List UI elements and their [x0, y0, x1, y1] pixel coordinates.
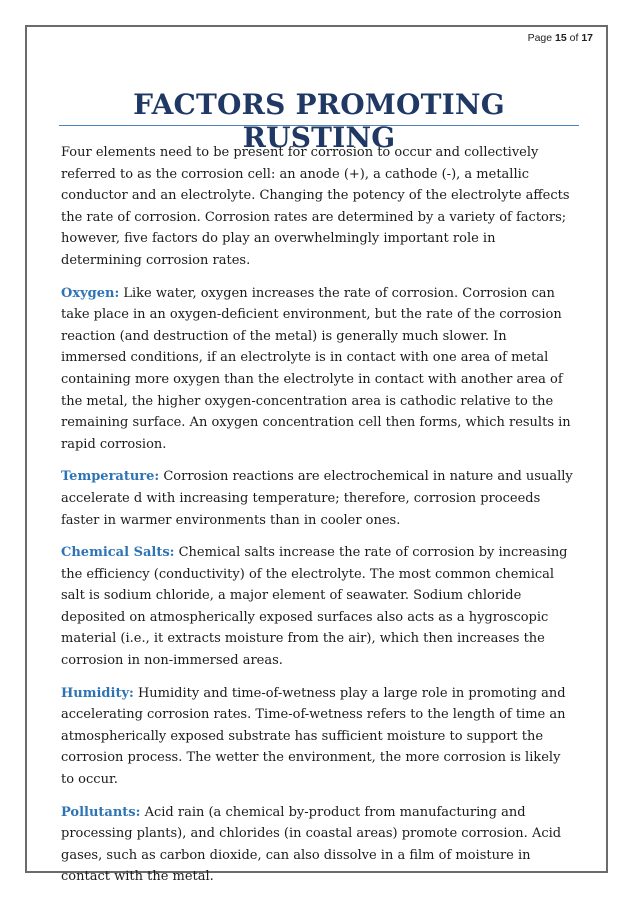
page-number-separator: of	[569, 32, 579, 44]
factor-text: Corrosion reactions are electrochemical in nature and usually accelerate d with increasing temperature; therefore, corrosion proceeds faster in warmer environments than in cooler ones.	[61, 469, 573, 528]
factor-heading: Temperature:	[61, 469, 160, 485]
factor-pollutants	[61, 802, 576, 888]
page-title: FACTORS PROMOTING RUSTING	[133, 88, 505, 154]
factor-text: Chemical salts increase the rate of corrosion by increasing the efficiency (conductivity) of the electrolyte. The most common chemical salt is sodium chloride, a major element of seawater. Sodium chloride deposited on atmospherically exposed surfaces also acts as a hygroscopic material (i.e., it extracts moisture from the air), which then increases the corrosion in non-immersed areas.	[61, 545, 568, 669]
factor-chemical-salts	[61, 542, 576, 672]
factor-text: Acid rain (a chemical by-product from manufacturing and processing plants), and chlorides (in coastal areas) promote corrosion. Acid gases, such as carbon dioxide, can also dissolve in a film of moisture in contact with the metal.	[61, 804, 562, 885]
page-number-current: 15	[555, 32, 567, 44]
factor-heading: Oxygen:	[61, 285, 120, 301]
factor-oxygen	[61, 283, 576, 456]
factor-heading: Chemical Salts:	[61, 545, 175, 561]
factor-temperature	[61, 466, 576, 531]
factor-heading: Pollutants:	[61, 804, 141, 820]
page-number-prefix: Page	[527, 32, 553, 44]
title-underline	[59, 125, 579, 126]
page-number	[528, 32, 593, 44]
factor-heading: Humidity:	[61, 685, 134, 701]
document-body	[61, 142, 576, 899]
factor-text: Humidity and time-of-wetness play a large role in promoting and accelerating corrosion rates. Time-of-wetness refers to the length of time an atmospherically exposed substrate has sufficient moisture to support the corrosion process. The wetter the environment, the more corrosion is likely to occur.	[61, 685, 566, 788]
factor-humidity	[61, 683, 576, 791]
page-number-total: 17	[581, 32, 593, 44]
factor-text: Like water, oxygen increases the rate of corrosion. Corrosion can take place in an oxygen-deficient environment, but the rate of the corrosion reaction (and destruction of the metal) is generally much slower. In immersed conditions, if an electrolyte is in contact with one area of metal containing more oxygen than the electrolyte in contact with another area of the metal, the higher oxygen-concentration area is cathodic relative to the remaining surface. An oxygen concentration cell then forms, which results in rapid corrosion.	[61, 285, 571, 452]
intro-paragraph: Four elements need to be present for corrosion to occur and collectively referred to as the corrosion cell: an anode (+), a cathode (-), a metallic conductor and an electrolyte. Changing the potency of the electrolyte affects the rate of corrosion. Corrosion rates are determined by a variety of factors; however, five factors do play an overwhelmingly important role in determining corrosion rates.	[61, 145, 570, 268]
